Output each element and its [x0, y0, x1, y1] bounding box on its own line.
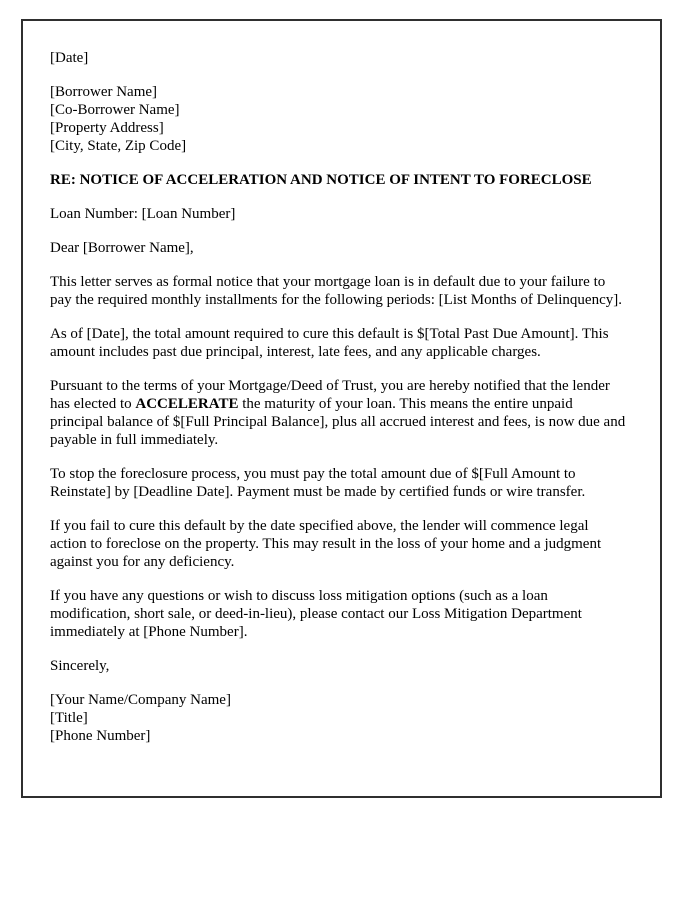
salutation: Dear [Borrower Name],	[50, 240, 194, 256]
body-paragraphs	[50, 273, 628, 641]
date-line: [Date]	[50, 50, 89, 66]
subject-line: RE: NOTICE OF ACCELERATION AND NOTICE OF INTENT TO FORECLOSE	[50, 172, 592, 188]
signature-line: [Phone Number]	[50, 728, 151, 744]
paragraph-text: To stop the foreclosure process, you must pay the total amount due of $[Full Amount to Reinstate] by [Deadline Date]. Payment must be made by certified funds or wire transfer.	[50, 466, 586, 500]
letter-page	[21, 19, 662, 798]
signature-block	[50, 691, 628, 745]
paragraph-text: This letter serves as formal notice that your mortgage loan is in default due to your failure to pay the required monthly installments for the following periods: [List Months of Delinquency].	[50, 274, 622, 308]
address-line: [Co-Borrower Name]	[50, 102, 180, 118]
address-line: [Borrower Name]	[50, 84, 158, 100]
closing: Sincerely,	[50, 658, 110, 674]
paragraph	[50, 325, 628, 361]
paragraph-text: As of [Date], the total amount required to cure this default is $[Total Past Due Amount]. This amount includes past due principal, interest, late fees, and any applicable charges.	[50, 326, 609, 360]
recipient-address-block	[50, 83, 628, 155]
signature-line: [Your Name/Company Name]	[50, 692, 231, 708]
paragraph-text: Pursuant to the terms of your Mortgage/Deed of Trust, you are hereby notified that the lender has elected to	[50, 378, 610, 412]
address-line: [Property Address]	[50, 120, 164, 136]
paragraph	[50, 377, 628, 449]
loan-number-line: Loan Number: [Loan Number]	[50, 206, 236, 222]
signature-line: [Title]	[50, 710, 88, 726]
paragraph-text: If you fail to cure this default by the date specified above, the lender will commence legal action to foreclose on the property. This may result in the loss of your home and a judgment against you for any deficiency.	[50, 518, 602, 570]
paragraph	[50, 273, 628, 309]
paragraph	[50, 465, 628, 501]
address-line: [City, State, Zip Code]	[50, 138, 187, 154]
paragraph	[50, 587, 628, 641]
emphasized-text: ACCELERATE	[135, 396, 239, 412]
paragraph-text: If you have any questions or wish to discuss loss mitigation options (such as a loan modification, short sale, or deed-in-lieu), please contact our Loss Mitigation Department immediately at [Phone Number].	[50, 588, 582, 640]
paragraph	[50, 517, 628, 571]
paragraph-text: the maturity of your loan. This means the entire unpaid principal balance of $[Full Principal Balance], plus all accrued interest and fees, is now due and payable in full immediately.	[50, 396, 626, 448]
